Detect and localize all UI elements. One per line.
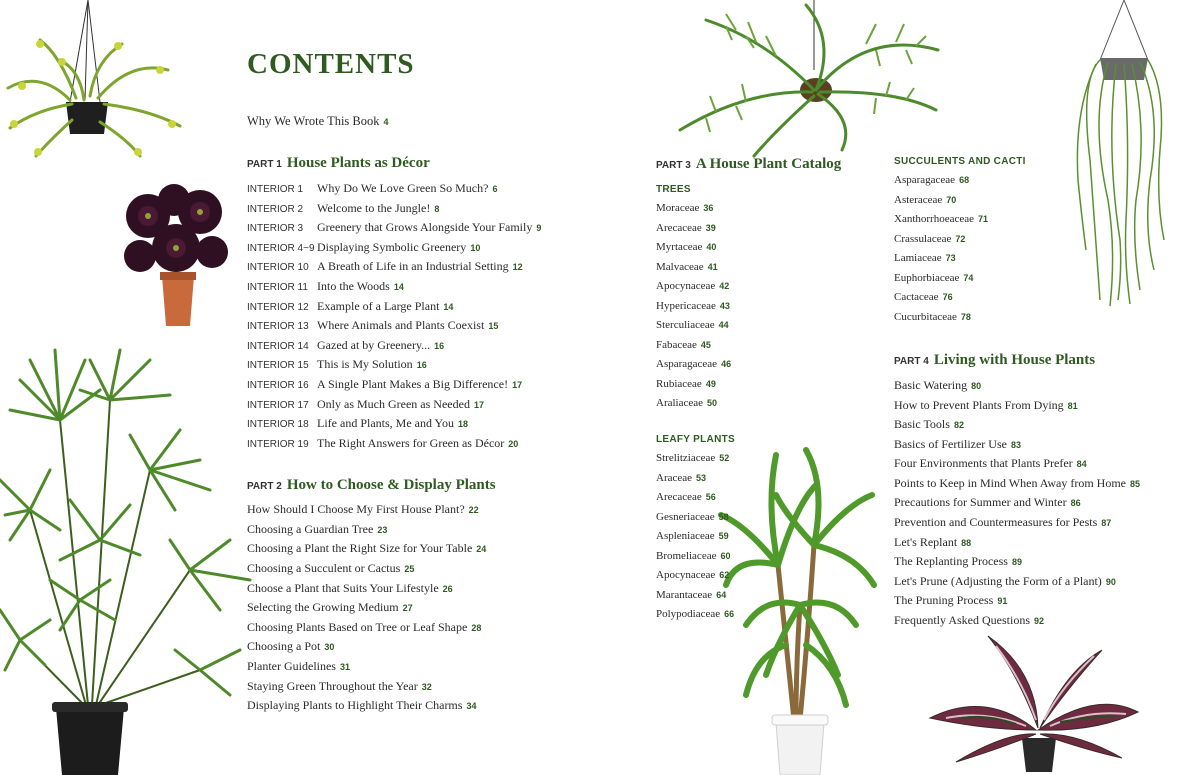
page-number: 52	[719, 453, 730, 463]
page-number: 17	[512, 379, 523, 390]
toc-entry[interactable]	[894, 495, 1140, 515]
page-number: 56	[705, 492, 716, 503]
page-number: 30	[324, 642, 335, 653]
toc-entry-label: Let's Prune (Adjusting the Form of a Plant)	[894, 573, 1102, 588]
toc-entry-label: Points to Keep in Mind When Away from Home	[894, 475, 1126, 490]
toc-entry[interactable]	[894, 272, 988, 292]
toc-entry[interactable]	[656, 339, 731, 359]
page-number: 49	[705, 378, 716, 389]
section-heading-leafy: LEAFY PLANTS	[656, 434, 735, 445]
page-number: 16	[434, 340, 445, 351]
page-number: 41	[707, 261, 718, 272]
toc-entry-label: Basics of Fertilizer Use	[894, 436, 1007, 451]
toc-entry[interactable]	[656, 511, 734, 531]
toc-entry[interactable]	[656, 202, 731, 222]
toc-entry[interactable]	[247, 240, 541, 260]
page-number: 92	[1034, 615, 1045, 626]
page-number: 23	[377, 524, 388, 535]
page-number: 4	[383, 117, 389, 127]
toc-entry-label: Xanthorrhoeaceae	[894, 213, 975, 226]
page-number: 60	[720, 550, 731, 561]
toc-entry-label: Lamiaceae	[894, 252, 942, 265]
toc-entry[interactable]	[656, 397, 731, 417]
part-number: PART 1	[247, 159, 282, 170]
toc-entry[interactable]	[656, 608, 734, 628]
toc-entry-label: Why We Wrote This Book	[247, 114, 380, 128]
toc-entry-label: Four Environments that Plants Prefer	[894, 456, 1073, 471]
interior-code: INTERIOR 12	[247, 301, 309, 313]
part4-heading	[894, 351, 1095, 369]
part2-list	[247, 502, 486, 718]
toc-entry-label: Staying Green Throughout the Year	[247, 678, 418, 693]
toc-entry[interactable]	[894, 233, 988, 253]
toc-entry[interactable]	[894, 476, 1140, 496]
dracaena-pot-icon	[716, 445, 876, 775]
toc-entry-label: Bromeliaceae	[656, 549, 717, 562]
page-number: 34	[466, 701, 477, 712]
page-number: 62	[719, 570, 730, 581]
toc-entry[interactable]	[247, 522, 486, 542]
toc-entry-label: Displaying Plants to Highlight Their Charms	[247, 698, 463, 713]
toc-entry-label: Malvaceae	[656, 260, 704, 273]
toc-entry[interactable]	[894, 252, 988, 272]
toc-entry[interactable]	[894, 554, 1140, 574]
toc-entry-label: Displaying Symbolic Greenery	[317, 239, 467, 254]
page-title: CONTENTS	[247, 48, 415, 80]
interior-code: INTERIOR 13	[247, 321, 309, 333]
toc-entry[interactable]	[894, 311, 988, 331]
toc-entry[interactable]	[247, 436, 541, 456]
toc-entry-label: Arecaceae	[656, 491, 702, 504]
page-number: 36	[703, 203, 714, 213]
toc-entry-label: Asparagaceae	[894, 174, 956, 186]
page-number: 6	[492, 184, 498, 194]
toc-entry-label: Prevention and Countermeasures for Pests	[894, 515, 1098, 530]
toc-entry-label: Selecting the Growing Medium	[247, 600, 399, 615]
interior-code: INTERIOR 14	[247, 340, 309, 352]
toc-entry[interactable]	[656, 452, 734, 472]
interior-code: INTERIOR 3	[247, 223, 304, 235]
page-number: 73	[945, 253, 956, 264]
page-number: 45	[700, 339, 711, 350]
toc-entry-label: Cactaceae	[894, 291, 939, 304]
toc-entry-label: Strelitziaceae	[656, 452, 716, 464]
page-number: 25	[404, 563, 415, 574]
toc-entry[interactable]	[656, 491, 734, 511]
interior-code: INTERIOR 2	[247, 203, 304, 215]
toc-entry[interactable]	[656, 530, 734, 550]
page-number: 46	[721, 359, 732, 370]
toc-entry[interactable]	[247, 620, 486, 640]
toc-entry-label: Crassulaceae	[894, 232, 952, 245]
toc-entry-label: The Right Answers for Green as Décor	[317, 435, 505, 450]
toc-entry[interactable]	[656, 589, 734, 609]
page-number: 40	[706, 242, 717, 253]
toc-entry-label: Myrtaceae	[656, 241, 703, 254]
part1-heading	[247, 154, 430, 172]
toc-entry-label: Precautions for Summer and Winter	[894, 495, 1067, 510]
toc-entry-label: Aspleniaceae	[656, 530, 715, 543]
toc-entry[interactable]	[656, 472, 734, 492]
page-number: 12	[512, 262, 523, 273]
page-number: 70	[946, 194, 957, 205]
succulents-list	[894, 174, 988, 330]
toc-entry[interactable]	[247, 397, 541, 417]
toc-entry-label: Why Do We Love Green So Much?	[317, 181, 489, 195]
hanging-succulent-icon	[0, 0, 190, 160]
toc-entry-label: Euphorbiaceae	[894, 271, 960, 284]
toc-entry[interactable]	[656, 241, 731, 261]
toc-entry-label: Sterculiaceae	[656, 319, 715, 332]
interior-code: INTERIOR 10	[247, 262, 309, 274]
page-number: 86	[1070, 498, 1081, 509]
toc-entry-label: Gazed at by Greenery...	[317, 337, 431, 352]
page-number: 24	[476, 544, 487, 555]
part-title: How to Choose & Display Plants	[286, 477, 496, 493]
part4-list	[894, 378, 1140, 633]
interior-code: INTERIOR 4~9	[247, 242, 315, 254]
page-number: 14	[393, 281, 404, 292]
toc-entry-label: The Pruning Process	[894, 593, 994, 608]
toc-entry-label: Frequently Asked Questions	[894, 612, 1030, 627]
toc-entry-label: Rubiaceae	[656, 377, 702, 390]
toc-entry[interactable]	[894, 174, 988, 194]
toc-entry-label: Choose a Plant that Suits Your Lifestyle	[247, 580, 439, 595]
leafy-list	[656, 452, 734, 628]
page-number: 83	[1010, 439, 1021, 450]
toc-entry-label: Fabaceae	[656, 338, 697, 351]
toc-entry-label: Araceae	[656, 471, 693, 484]
toc-entry[interactable]	[247, 698, 486, 718]
interior-code: INTERIOR 16	[247, 379, 309, 391]
page-number: 81	[1067, 400, 1078, 411]
toc-entry[interactable]	[247, 416, 541, 436]
page-number: 58	[718, 511, 729, 522]
page-number: 28	[471, 622, 482, 633]
interior-code: INTERIOR 1	[247, 184, 304, 195]
trees-list	[656, 202, 731, 417]
toc-entry-label: Asteraceae	[894, 193, 943, 206]
toc-entry[interactable]	[247, 541, 486, 561]
toc-entry[interactable]	[894, 535, 1140, 555]
page-number: 26	[442, 583, 453, 594]
page-number: 91	[997, 596, 1008, 607]
page-number: 10	[470, 242, 481, 253]
part-title: A House Plant Catalog	[695, 156, 842, 172]
toc-entry-label: Choosing a Plant the Right Size for Your Table	[247, 541, 473, 556]
toc-entry[interactable]	[247, 561, 486, 581]
part-title: House Plants as Décor	[286, 155, 430, 171]
page-number: 66	[724, 609, 735, 620]
toc-entry[interactable]	[656, 319, 731, 339]
page-number: 78	[960, 311, 971, 322]
toc-entry-label: Choosing a Succulent or Cactus	[247, 560, 401, 575]
page-number: 44	[718, 320, 729, 331]
toc-entry[interactable]	[656, 222, 731, 242]
toc-entry[interactable]	[656, 280, 731, 300]
toc-entry[interactable]	[247, 299, 541, 319]
toc-entry[interactable]	[247, 377, 541, 397]
part3-heading	[656, 155, 841, 173]
part2-heading	[247, 476, 496, 494]
page-number: 64	[716, 589, 727, 600]
page-number: 8	[434, 203, 440, 214]
toc-entry[interactable]	[247, 181, 541, 201]
toc-entry-label: Basic Watering	[894, 378, 968, 392]
toc-entry[interactable]	[656, 300, 731, 320]
toc-entry-label: A Single Plant Makes a Big Difference!	[317, 376, 509, 391]
page-number: 84	[1076, 459, 1087, 470]
toc-entry-label: A Breath of Life in an Industrial Setting	[317, 259, 509, 274]
toc-entry-label: Greenery that Grows Alongside Your Family	[317, 220, 533, 235]
toc-entry-label: Life and Plants, Me and You	[317, 416, 454, 431]
toc-entry[interactable]	[247, 502, 486, 522]
toc-entry[interactable]	[247, 600, 486, 620]
interior-code: INTERIOR 19	[247, 438, 309, 450]
toc-entry[interactable]	[247, 581, 486, 601]
page-number: 32	[421, 681, 432, 692]
toc-entry-label: Polypodiaceae	[656, 608, 721, 621]
part-number: PART 3	[656, 160, 691, 171]
page-number: 14	[443, 301, 454, 312]
toc-entry-label: Only as Much Green as Needed	[317, 396, 470, 411]
toc-entry[interactable]	[894, 291, 988, 311]
toc-entry[interactable]	[894, 194, 988, 214]
hanging-fern-icon	[666, 0, 952, 160]
part-number: PART 4	[894, 356, 929, 367]
toc-entry[interactable]	[894, 593, 1140, 613]
toc-entry-label: Moraceae	[656, 202, 700, 214]
page-number: 22	[468, 505, 479, 515]
toc-entry[interactable]	[247, 679, 486, 699]
toc-entry-label: Cucurbitaceae	[894, 310, 957, 323]
page-number: 42	[719, 281, 730, 292]
page-number: 85	[1129, 478, 1140, 489]
toc-entry[interactable]	[894, 613, 1140, 633]
page-number: 15	[488, 321, 499, 332]
toc-entry-label: Apocynaceae	[656, 280, 716, 293]
toc-entry[interactable]	[247, 279, 541, 299]
page-number: 27	[402, 603, 413, 614]
toc-entry-label: Where Animals and Plants Coexist	[317, 318, 485, 333]
toc-entry-label: Basic Tools	[894, 417, 950, 432]
toc-entry[interactable]	[656, 569, 734, 589]
toc-entry[interactable]	[656, 261, 731, 281]
toc-entry-label: Hypericaceae	[656, 299, 716, 312]
interior-code: INTERIOR 11	[247, 281, 308, 293]
toc-entry[interactable]	[894, 574, 1140, 594]
toc-entry-label: Arecaceae	[656, 221, 702, 234]
toc-entry[interactable]	[894, 378, 1140, 398]
part-title: Living with House Plants	[933, 352, 1096, 368]
page-number: 71	[978, 214, 989, 225]
toc-entry[interactable]	[894, 213, 988, 233]
toc-entry[interactable]	[894, 398, 1140, 418]
section-heading-succulents: SUCCULENTS AND CACTI	[894, 156, 1026, 167]
interior-code: INTERIOR 18	[247, 419, 309, 431]
toc-entry-label: Apocynaceae	[656, 569, 716, 582]
toc-entry-label: Welcome to the Jungle!	[317, 200, 431, 215]
interior-code: INTERIOR 17	[247, 399, 309, 411]
toc-entry[interactable]	[894, 437, 1140, 457]
toc-entry-label: Example of a Large Plant	[317, 298, 440, 313]
toc-entry-label: Araliaceae	[656, 397, 704, 410]
page-number: 16	[416, 360, 427, 371]
toc-entry-label: The Replanting Process	[894, 554, 1008, 569]
toc-entry[interactable]	[894, 515, 1140, 535]
page-number: 88	[961, 537, 972, 548]
page-number: 20	[508, 438, 519, 449]
toc-entry-label: Gesneriaceae	[656, 510, 715, 523]
page-number: 53	[696, 472, 707, 483]
aeonium-pot-icon	[118, 172, 234, 332]
toc-entry[interactable]	[656, 550, 734, 570]
toc-entry[interactable]	[247, 220, 541, 240]
page-number: 90	[1105, 576, 1116, 587]
page-number: 68	[959, 175, 970, 185]
page-number: 76	[942, 292, 953, 303]
toc-entry[interactable]	[894, 417, 1140, 437]
toc-entry[interactable]	[247, 318, 541, 338]
toc-entry[interactable]	[247, 201, 541, 221]
toc-entry[interactable]	[656, 378, 731, 398]
part1-list	[247, 181, 541, 455]
page-number: 17	[473, 399, 484, 410]
toc-entry-label: Choosing Plants Based on Tree or Leaf Shape	[247, 619, 468, 634]
toc-entry-label: This is My Solution	[317, 357, 413, 372]
page-number: 87	[1101, 518, 1112, 529]
section-heading-trees: TREES	[656, 184, 691, 195]
toc-entry[interactable]	[247, 659, 486, 679]
calathea-pot-icon	[926, 630, 1140, 775]
page-number: 9	[536, 223, 542, 234]
toc-entry[interactable]	[247, 357, 541, 377]
toc-entry-label: Marantaceae	[656, 588, 713, 601]
page-number: 89	[1011, 557, 1022, 568]
page-number: 72	[955, 233, 966, 244]
page-number: 18	[458, 419, 469, 430]
hanging-rhipsalis-icon	[1070, 0, 1170, 310]
page-number: 82	[953, 420, 964, 431]
page-number: 50	[707, 398, 718, 409]
toc-entry-label: Let's Replant	[894, 534, 958, 549]
toc-entry-label: Choosing a Pot	[247, 639, 321, 654]
page-number: 31	[339, 662, 350, 672]
lady-palm-pot-icon	[0, 340, 262, 775]
page-number: 59	[718, 531, 729, 542]
toc-entry-label: Choosing a Guardian Tree	[247, 521, 374, 536]
toc-entry-label: Planter Guidelines	[247, 659, 336, 673]
page-number: 74	[963, 272, 974, 283]
toc-entry-label: How Should I Choose My First House Plant?	[247, 502, 465, 516]
toc-entry-label: How to Prevent Plants From Dying	[894, 397, 1064, 412]
toc-entry[interactable]	[656, 358, 731, 378]
toc-entry-label: Asparagaceae	[656, 358, 718, 371]
toc-entry[interactable]	[894, 456, 1140, 476]
toc-entry-label: Into the Woods	[317, 278, 390, 293]
toc-entry[interactable]	[247, 338, 541, 358]
page-number: 39	[705, 222, 716, 233]
toc-entry[interactable]	[247, 259, 541, 279]
page-number: 43	[719, 300, 730, 311]
page-number: 80	[971, 381, 982, 391]
interior-code: INTERIOR 15	[247, 360, 309, 372]
toc-entry[interactable]	[247, 639, 486, 659]
toc-entry-intro[interactable]	[247, 114, 389, 129]
part-number: PART 2	[247, 481, 282, 492]
